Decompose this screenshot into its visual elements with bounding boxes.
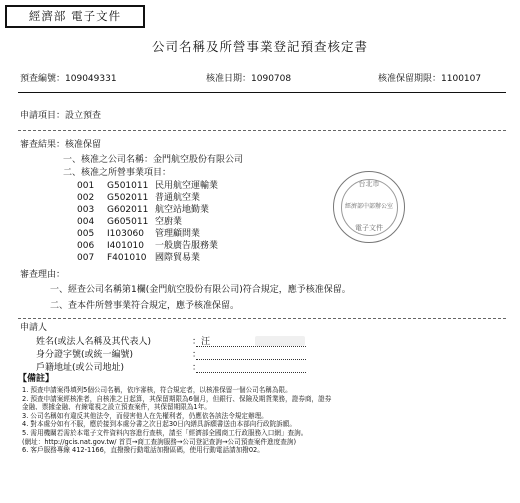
note-item: 4. 對本處分如有不服，應於接到本處分書之次日起30日內繕具訴願書送由本部向行政院訴願。	[22, 420, 296, 429]
business-code: I401010	[107, 241, 145, 251]
note-item: 2. 預查申請案經核准者，自核准之日起算，其保留期限為6個月，但銀行、保險及期貨業務，證券商，證券	[22, 394, 332, 403]
applicant-name-value: ：汪	[192, 337, 211, 347]
business-item	[77, 181, 218, 192]
application-label: 申請項目：	[20, 111, 66, 121]
approval-date-label: 核准日期：	[206, 74, 252, 84]
prelim-number	[20, 74, 117, 85]
business-code: I103060	[107, 229, 145, 239]
approved-business-header: 二、核准之所營事業項目：	[63, 168, 172, 178]
seal-top-text: 台北市	[358, 180, 380, 188]
business-seq: 006	[77, 241, 95, 251]
business-code: G602011	[107, 205, 149, 215]
business-name: 管理顧問業	[155, 229, 201, 239]
business-item	[77, 253, 200, 264]
business-code: G501011	[107, 181, 149, 191]
applicant-id-value: ：	[192, 350, 202, 360]
approval-date-value: 1090708	[251, 74, 292, 84]
electronic-document-badge: 經濟部 電子文件	[5, 5, 145, 28]
divider	[18, 130, 506, 131]
business-seq: 001	[77, 181, 95, 191]
address-underline	[196, 372, 306, 373]
divider	[18, 318, 506, 319]
review-reason: 二、查本件所營事業符合規定，應予核准保留。	[50, 301, 240, 311]
note-item: 6. 客戶服務專線 412-1166，直撥撥行動電話加撥區碼，使用行動電話請加撥02。	[22, 446, 264, 455]
business-name: 普通航空業	[155, 193, 201, 203]
business-seq: 004	[77, 217, 95, 227]
approval-date	[206, 74, 291, 85]
name-underline	[196, 346, 306, 347]
notes-title: 【備註】	[18, 374, 55, 384]
note-item: 金融、票據金融、有線電視之設立預查案件，其保留期限為1年。	[22, 403, 211, 412]
business-item	[77, 217, 182, 228]
review-reason: 一、經查公司名稱第1欄(金門航空股份有限公司)符合規定，應予核准保留。	[50, 285, 351, 295]
applicant-address-value: ：	[192, 363, 202, 373]
id-underline	[196, 359, 306, 360]
official-seal	[333, 171, 405, 243]
redacted-region	[255, 336, 305, 346]
business-seq: 003	[77, 205, 95, 215]
business-name: 民用航空運輸業	[155, 181, 219, 191]
business-code: F401010	[107, 253, 147, 263]
approved-company-name: 一、核准之公司名稱：金門航空股份有限公司	[63, 155, 244, 165]
prelim-number-label: 預查編號：	[20, 74, 66, 84]
divider	[18, 92, 506, 93]
review-label: 審查結果：	[20, 140, 66, 150]
applicant-address-label: 戶籍地址(或公司地址)	[36, 363, 125, 373]
business-item	[77, 193, 200, 204]
expiry-date-value: 1100107	[441, 74, 482, 84]
business-name: 一般廣告服務業	[155, 241, 219, 251]
note-item: 1. 預查申請案得填列5個公司名稱，依序審核，符合規定者，以核准保留一個公司名稱為限。	[22, 386, 292, 394]
business-item	[77, 205, 209, 216]
review-value: 核准保留	[65, 140, 102, 150]
application-item	[20, 111, 101, 122]
review-result	[20, 140, 101, 151]
business-code: G502011	[107, 193, 149, 203]
business-code: G605011	[107, 217, 149, 227]
business-seq: 002	[77, 193, 95, 203]
application-value: 設立預查	[65, 111, 102, 121]
business-item	[77, 241, 218, 252]
business-item	[77, 229, 200, 240]
review-reasons-label: 審查理由：	[20, 270, 66, 280]
applicant-label: 申請人	[20, 323, 48, 333]
business-name: 航空站地勤業	[155, 205, 210, 215]
applicant-id-label: 身分證字號(或統一編號)	[36, 350, 134, 360]
expiry-date	[378, 74, 481, 85]
note-item: 5. 需用機關若需於本電子文件資料內容進行查核，請至「經濟部全國商工行政服務入口網」查詢。	[22, 428, 308, 437]
applicant-name-label: 姓名(或法人名稱及其代表人)	[36, 337, 152, 347]
business-name: 國際貿易業	[155, 253, 201, 263]
note-item: 3. 公司名稱如有違反其他法令，而侵害他人在先權利者，仍應依各該法令規定辦理。	[22, 411, 268, 420]
business-name: 空廚業	[155, 217, 183, 227]
expiry-date-label: 核准保留期限：	[378, 74, 442, 84]
note-item: (網址：http://gcis.nat.gov.tw/ 首頁→商工查詢服務→公司登記查詢→公司預查案件進度查詢)	[22, 437, 297, 446]
notes-list	[22, 386, 504, 455]
document-title: 公司名稱及所營事業登記預查核定書	[151, 39, 368, 54]
prelim-number-value: 109049331	[65, 74, 117, 84]
business-seq: 005	[77, 229, 95, 239]
seal-middle-text: 經濟部中部辦公室	[344, 203, 393, 210]
seal-bottom-text: 電子文件	[355, 224, 383, 232]
business-seq: 007	[77, 253, 95, 263]
